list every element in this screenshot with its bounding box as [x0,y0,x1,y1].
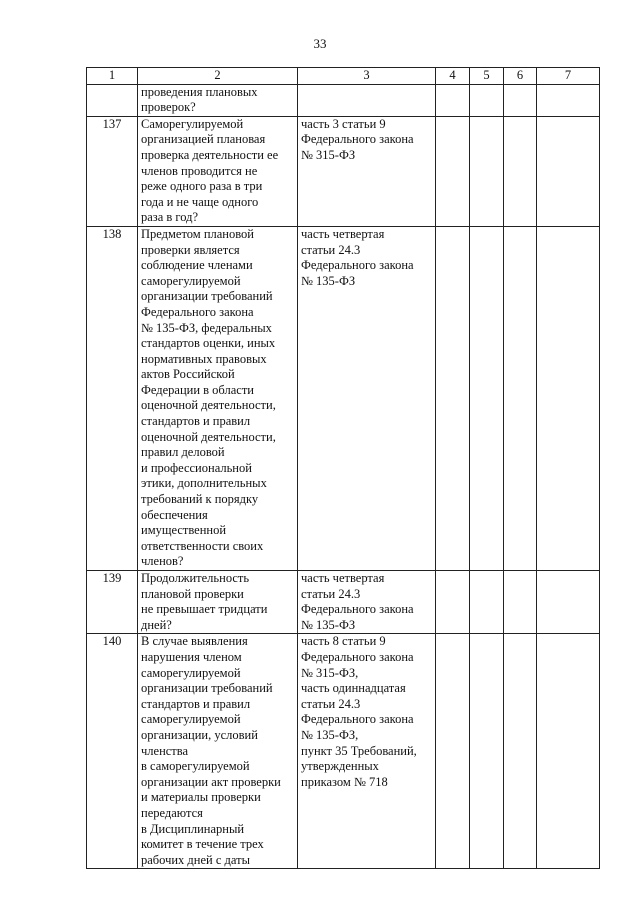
answer-cell-no [470,116,504,226]
column-header: 4 [436,68,470,85]
comment-cell [537,116,600,226]
table-row [87,634,600,869]
page-number: 33 [313,36,327,51]
answer-cell-yes [436,571,470,634]
table-row [87,226,600,570]
column-header: 5 [470,68,504,85]
answer-cell-no [470,634,504,869]
answer-cell-no [470,84,504,116]
legal-basis-cell: часть четвертая статьи 24.3 Федерального закона № 135-ФЗ [298,571,436,634]
answer-cell-no [470,226,504,570]
column-header-row [87,68,600,85]
column-header: 1 [87,68,138,85]
question-cell: проведения плановых проверок? [138,84,298,116]
answer-cell-na [504,84,537,116]
answer-cell-na [504,226,537,570]
row-number: 140 [87,634,138,869]
answer-cell-yes [436,84,470,116]
answer-cell-yes [436,226,470,570]
answer-cell-no [470,571,504,634]
answer-cell-yes [436,116,470,226]
comment-cell [537,226,600,570]
comment-cell [537,571,600,634]
answer-cell-na [504,634,537,869]
answer-cell-na [504,571,537,634]
answer-cell-yes [436,634,470,869]
checklist-table [86,67,600,869]
answer-cell-na [504,116,537,226]
question-cell: Предметом плановой проверки является соблюдение членами саморегулируемой организации требований Федерального закона № 135-ФЗ, федеральных стандартов оценки, иных нормативных правовых актов Российской Федерации в области оценочной деятельности, стандартов и правил оценочной деятельности, правил деловой и профессиональной этики, дополнительных требований к порядку обеспечения имущественной ответственности своих членов? [138,226,298,570]
table-row [87,84,600,116]
legal-basis-cell: часть 3 статьи 9 Федерального закона № 315-ФЗ [298,116,436,226]
question-cell: В случае выявления нарушения членом саморегулируемой организации требований стандартов и правил саморегулируемой организации, условий членства в саморегулируемой организации акт проверки и материалы проверки передаются в Дисциплинарный комитет в течение трех рабочих дней с даты [138,634,298,869]
comment-cell [537,634,600,869]
legal-basis-cell: часть 8 статьи 9 Федерального закона № 315-ФЗ, часть одиннадцатая статьи 24.3 Федерального закона № 135-ФЗ, пункт 35 Требований, утвержденных приказом № 718 [298,634,436,869]
legal-basis-cell: часть четвертая статьи 24.3 Федерального закона № 135-ФЗ [298,226,436,570]
column-header: 6 [504,68,537,85]
row-number [87,84,138,116]
table-row [87,116,600,226]
table-row [87,571,600,634]
row-number: 139 [87,571,138,634]
column-header: 3 [298,68,436,85]
question-cell: Саморегулируемой организацией плановая проверка деятельности ее членов проводится не реже одного раза в три года и не чаще одного раза в год? [138,116,298,226]
column-header: 7 [537,68,600,85]
legal-basis-cell [298,84,436,116]
comment-cell [537,84,600,116]
row-number: 137 [87,116,138,226]
row-number: 138 [87,226,138,570]
question-cell: Продолжительность плановой проверки не превышает тридцати дней? [138,571,298,634]
column-header: 2 [138,68,298,85]
